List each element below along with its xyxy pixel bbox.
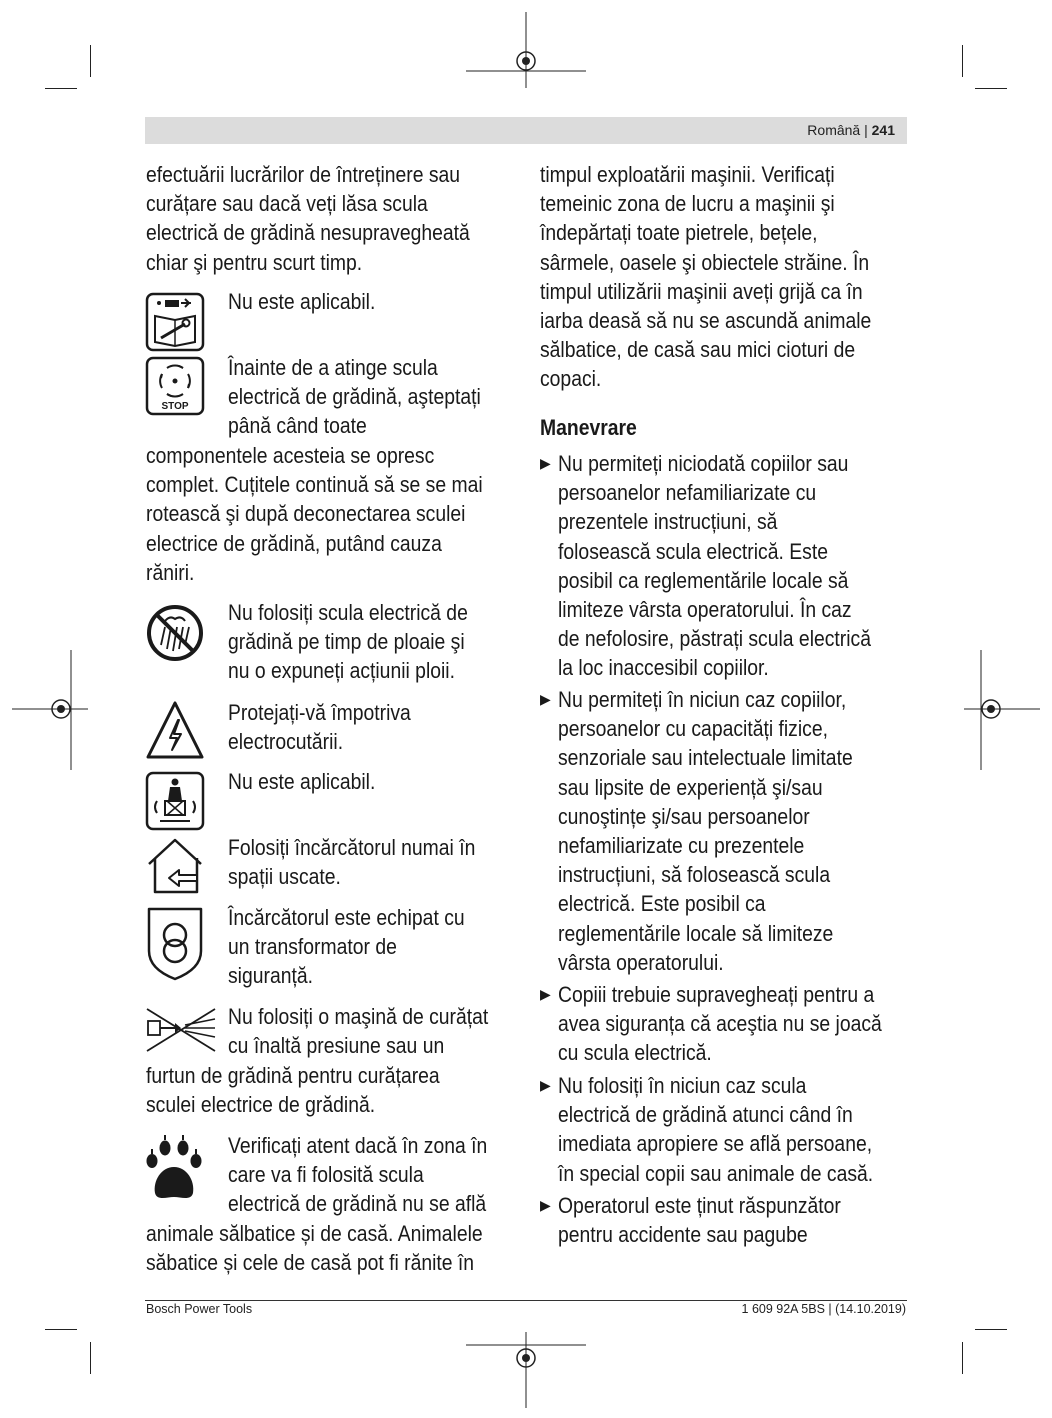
text-line: posibil ca reglementările locale să bbox=[558, 567, 849, 593]
ride-on-mower-icon bbox=[145, 771, 205, 831]
crop-mark bbox=[45, 88, 77, 89]
text-line: îndepărtați toate pietrele, bețele, bbox=[540, 220, 818, 246]
text-line: folosească scula electrică. Este bbox=[558, 538, 828, 564]
page-number: 241 bbox=[871, 122, 895, 138]
text-line: Nu permiteți în niciun caz copiilor, bbox=[558, 687, 847, 712]
crop-mark bbox=[962, 1342, 963, 1374]
bullet-item bbox=[540, 980, 935, 1068]
text-line: care va fi folosită scula bbox=[228, 1162, 424, 1188]
text-line: iarba deasă să nu se ascundă animale bbox=[540, 308, 872, 334]
text-line: electrică de grădină nu se află bbox=[228, 1191, 487, 1217]
text-line: nefamiliarizate cu prezentele bbox=[558, 833, 805, 859]
text-line: cu înaltă presiune sau un bbox=[228, 1033, 445, 1059]
text-line: furtun de grădină pentru curățarea bbox=[146, 1063, 440, 1088]
text-line: reglementările locale să limiteze bbox=[558, 920, 834, 946]
symbol-text bbox=[228, 287, 399, 316]
text-line: vârsta operatorului. bbox=[558, 949, 724, 975]
bullet-arrow-icon: ▶ bbox=[540, 986, 551, 1002]
footer-brand: Bosch Power Tools bbox=[146, 1302, 253, 1316]
text-line: chiar şi pentru scurt timp. bbox=[146, 249, 363, 275]
crop-mark bbox=[975, 88, 1007, 89]
no-pressure-washer-icon bbox=[145, 1005, 217, 1055]
manual-wrench-icon bbox=[145, 292, 205, 352]
crop-mark bbox=[975, 1329, 1007, 1330]
text-line: electrică. Este posibil ca bbox=[558, 891, 766, 917]
text-line: Nu folosiți o maşină de curățat bbox=[228, 1004, 489, 1029]
footer-rule bbox=[145, 1300, 907, 1301]
text-line: sculei electrice de grădină. bbox=[146, 1092, 376, 1118]
text-line: animale sălbatice și de casă. Animalele bbox=[146, 1221, 483, 1246]
no-rain-icon bbox=[145, 603, 205, 663]
animal-paw-icon bbox=[143, 1133, 205, 1203]
text-line: timpul exploatării maşinii. Verificați bbox=[540, 162, 835, 187]
registration-mark-top bbox=[466, 12, 586, 92]
section-title: Manevrare bbox=[540, 415, 637, 440]
text-line: săbatice și cele de casă pot fi rănite în bbox=[146, 1250, 475, 1276]
text-line: siguranță. bbox=[228, 963, 313, 989]
text-line: pentru accidente sau pagube bbox=[558, 1222, 808, 1248]
text-line: Nu folosiți în niciun caz scula bbox=[558, 1073, 807, 1098]
text-line: spații uscate. bbox=[228, 864, 341, 890]
text-line: efectuării lucrărilor de întreținere sau bbox=[146, 162, 461, 187]
text-line: electrică de grădină nesupravegheată bbox=[146, 220, 470, 246]
symbol-text bbox=[228, 1131, 529, 1219]
bullet-item bbox=[540, 1191, 887, 1249]
text-line: Folosiți încărcătorul numai în bbox=[228, 835, 476, 860]
header-label bbox=[807, 122, 895, 138]
left-intro bbox=[146, 160, 523, 277]
text-line: timpul utilizării maşinii aveți grijă ca în bbox=[540, 278, 863, 304]
text-line: persoanelor nefamiliarizate cu bbox=[558, 480, 817, 506]
bullet-item bbox=[540, 1071, 924, 1188]
crop-mark bbox=[962, 45, 963, 77]
text-line: la loc inaccesibil copiilor. bbox=[558, 655, 769, 681]
text-line: sau lipsite de experiență şi/sau bbox=[558, 774, 823, 800]
bullet-arrow-icon: ▶ bbox=[540, 1197, 551, 1213]
text-line: Operatorul este ținut răspunzător bbox=[558, 1193, 841, 1218]
text-line: până când toate bbox=[228, 413, 367, 439]
symbol-text bbox=[228, 1002, 531, 1060]
text-line: electrică de grădină atunci când în bbox=[558, 1102, 853, 1128]
text-line: imediata apropiere se află persoane, bbox=[558, 1131, 873, 1157]
text-line: Nu folosiți scula electrică de bbox=[228, 600, 468, 625]
symbol-text-continuation bbox=[146, 1219, 537, 1277]
bullet-arrow-icon: ▶ bbox=[540, 691, 551, 707]
text-line: senzoriale sau intelectuale limitate bbox=[558, 745, 853, 771]
stop-label: STOP bbox=[161, 401, 189, 412]
text-line: Nu permiteți niciodată copiilor sau bbox=[558, 451, 849, 476]
crop-mark bbox=[90, 45, 91, 77]
bullet-item bbox=[540, 449, 922, 683]
crop-mark bbox=[90, 1342, 91, 1374]
header-separator: | bbox=[860, 122, 872, 138]
text-line: în special copii sau animale de casă. bbox=[558, 1160, 874, 1186]
safety-transformer-icon bbox=[145, 905, 205, 981]
text-line: Încărcătorul este echipat cu bbox=[228, 905, 465, 930]
bullet-arrow-icon: ▶ bbox=[540, 1077, 551, 1093]
text-line: prezentele instrucțiuni, să bbox=[558, 509, 778, 535]
text-line: persoanelor cu capacități fizice, bbox=[558, 716, 828, 742]
bullet-item bbox=[540, 685, 901, 977]
text-line: un transformator de bbox=[228, 934, 397, 960]
indoor-house-icon bbox=[145, 836, 205, 896]
text-line: cu scula electrică. bbox=[558, 1040, 712, 1066]
symbol-text bbox=[228, 833, 516, 891]
crop-mark bbox=[45, 1329, 77, 1330]
text-line: cunoştințe şi/sau persoanelor bbox=[558, 803, 810, 829]
symbol-text-continuation bbox=[146, 1061, 487, 1119]
text-line: avea siguranța că aceştia nu se joacă bbox=[558, 1011, 882, 1037]
text-line: grădină pe timp de ploaie şi bbox=[228, 629, 465, 655]
page-header bbox=[145, 117, 907, 144]
symbol-text-continuation bbox=[146, 441, 537, 587]
text-line: Copiii trebuie supravegheați pentru a bbox=[558, 982, 875, 1007]
header-language: Română bbox=[807, 122, 861, 138]
text-line: Nu este aplicabil. bbox=[228, 769, 376, 794]
text-line: electrică de grădină, aşteptați bbox=[228, 384, 481, 410]
text-line: răniri. bbox=[146, 559, 195, 585]
registration-mark-right bbox=[960, 650, 1040, 770]
text-line: Înainte de a atinge scula bbox=[228, 355, 438, 380]
electric-shock-warning-icon bbox=[145, 700, 205, 760]
registration-mark-bottom bbox=[466, 1328, 586, 1408]
symbol-text bbox=[228, 767, 399, 796]
text-line: copaci. bbox=[540, 366, 602, 392]
text-line: sălbatice, de casă sau mici cioturi de bbox=[540, 337, 856, 363]
bullet-arrow-icon: ▶ bbox=[540, 455, 551, 471]
text-line: de nefolosire, păstrați scula electrică bbox=[558, 626, 871, 652]
footer-doc-number: 1 609 92A 5BS | (14.10.2019) bbox=[741, 1302, 906, 1316]
text-line: electrice de grădină, putând cauza bbox=[146, 530, 442, 556]
text-line: rotească şi după deconectarea sculei bbox=[146, 501, 466, 527]
right-intro bbox=[540, 160, 925, 394]
stop-rotating-blade-icon bbox=[145, 356, 205, 416]
text-line: instrucțiuni, să folosească scula bbox=[558, 862, 831, 888]
text-line: nu o expuneți acțiunii ploii. bbox=[228, 658, 455, 684]
symbol-text bbox=[228, 598, 507, 686]
text-line: curățare sau dacă veți lăsa scula bbox=[146, 191, 428, 217]
text-line: Nu este aplicabil. bbox=[228, 289, 376, 314]
symbol-text bbox=[228, 903, 503, 991]
text-line: Protejați-vă împotriva bbox=[228, 700, 411, 725]
symbol-text bbox=[228, 353, 522, 441]
symbol-text bbox=[228, 698, 441, 756]
text-line: componentele acesteia se opresc bbox=[146, 443, 435, 468]
text-line: complet. Cuțitele continuă să se se mai bbox=[146, 472, 483, 498]
text-line: electrocutării. bbox=[228, 729, 344, 755]
text-line: temeinic zona de lucru a maşinii şi bbox=[540, 191, 835, 217]
text-line: Verificați atent dacă în zona în bbox=[228, 1133, 488, 1158]
text-line: sârmele, oasele şi obiectele străine. În bbox=[540, 249, 870, 275]
registration-mark-left bbox=[12, 650, 92, 770]
text-line: limiteze vârsta operatorului. În caz bbox=[558, 597, 852, 623]
